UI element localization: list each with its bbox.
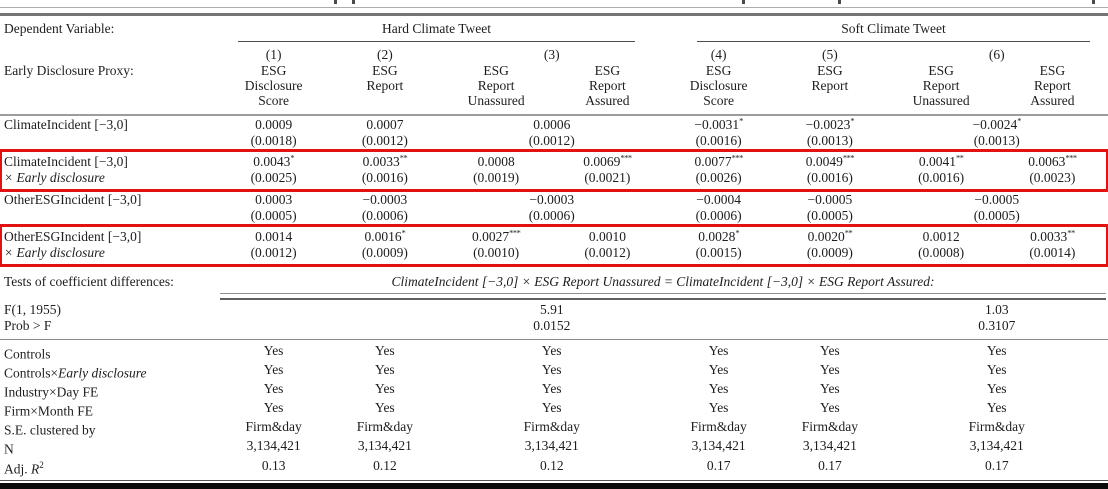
standard-error: (0.0006) <box>528 208 575 223</box>
significance-stars: *** <box>509 227 521 238</box>
coef-cell: 0.0008 (0.0019) <box>441 154 552 186</box>
tests-hypothesis: ClimateIncident [−3,0] × ESG Report Unassured = ClimateIncident [−3,0] × ESG Report Assured: <box>391 274 935 289</box>
coef-cell: 0.0010 (0.0012) <box>552 229 663 261</box>
footer-row-controls-x-early-disclosure: Controls×Early disclosure Yes Yes Yes Yes Yes Yes <box>4 362 1007 381</box>
standard-error: (0.0016) <box>918 170 965 185</box>
coef-cell: 0.0003 (0.0005) <box>218 192 329 224</box>
standard-error: (0.0013) <box>973 133 1020 148</box>
standard-error: (0.0025) <box>250 170 297 185</box>
significance-stars: *** <box>842 152 855 163</box>
coef-cell: −0.0023* (0.0013) <box>774 117 885 149</box>
group-header-soft-climate-tweet: Soft Climate Tweet <box>697 21 1090 42</box>
caption-fragment <box>1092 0 1095 4</box>
standard-error: (0.0016) <box>695 133 742 148</box>
column-proxy-3b: ESG Report Assured <box>585 63 630 108</box>
prob-f-label: Prob > F <box>4 318 52 333</box>
row-label-italic: × Early disclosure <box>4 245 105 260</box>
column-proxy-6a: ESG Report Unassured <box>912 63 970 108</box>
coef-cell: 0.0077*** (0.0026) <box>663 154 774 186</box>
column-number-4: (4) <box>710 47 727 62</box>
coef-cell: 0.0069*** (0.0021) <box>552 154 663 186</box>
standard-error: (0.0012) <box>584 245 631 260</box>
tests-label: Tests of coefficient differences: <box>4 274 174 289</box>
footer-row-firm-month-fe: Firm×Month FE Yes Yes Yes Yes Yes Yes <box>4 400 1007 419</box>
coef-cell: −0.0005 (0.0005) <box>774 192 885 224</box>
column-number-2: (2) <box>377 47 393 62</box>
coef-cell: 0.0014 (0.0012) <box>218 229 329 261</box>
significance-stars: * <box>735 227 740 238</box>
tests-rule <box>220 293 1106 300</box>
column-number-row <box>0 47 1108 62</box>
standard-error: (0.0012) <box>361 133 408 148</box>
standard-error: (0.0023) <box>1029 170 1076 185</box>
significance-stars: ** <box>399 152 408 163</box>
standard-error: (0.0016) <box>806 170 853 185</box>
significance-stars: ** <box>955 152 964 163</box>
significance-stars: *** <box>1065 152 1077 163</box>
column-proxy-1: ESG Disclosure Score <box>244 63 303 108</box>
coef-cell: −0.0003 (0.0006) <box>329 192 440 224</box>
column-proxy-5: ESG Report <box>811 63 849 93</box>
row-label: OtherESGIncident [−3,0] <box>4 229 142 244</box>
f-stat-hard: 5.91 <box>539 302 564 317</box>
column-proxy-6b: ESG Report Assured <box>1030 63 1075 108</box>
footer-row-adj-r2: Adj. $R^2$ 0.13 0.12 0.12 0.17 0.17 0.17 <box>4 457 1009 477</box>
footer-row-controls: Controls Yes Yes Yes Yes Yes Yes <box>4 343 1007 362</box>
coef-cell: 0.0012 (0.0008) <box>886 229 997 261</box>
standard-error: (0.0018) <box>250 133 297 148</box>
caption-fragment <box>838 0 841 4</box>
coef-cell: −0.0031* (0.0016) <box>663 117 774 149</box>
standard-error: (0.0009) <box>361 245 408 260</box>
standard-error: (0.0012) <box>528 133 575 148</box>
footer-row-industry-day-fe: Industry×Day FE Yes Yes Yes Yes Yes Yes <box>4 381 1007 400</box>
coef-cell: −0.0024* (0.0013) <box>886 117 1108 149</box>
group-header-hard-climate-tweet: Hard Climate Tweet <box>238 21 635 42</box>
standard-error: (0.0021) <box>584 170 631 185</box>
caption-fragment <box>334 0 337 4</box>
coef-cell: 0.0007 (0.0012) <box>329 117 440 149</box>
row-label-italic: × Early disclosure <box>4 170 105 185</box>
standard-error: (0.0019) <box>473 170 520 185</box>
significance-stars: *** <box>731 152 743 163</box>
coef-cell: 0.0049*** (0.0016) <box>774 154 885 186</box>
standard-error: (0.0005) <box>250 208 297 223</box>
f-stat-label: F(1, 1955) <box>4 302 61 317</box>
row-label: OtherESGIncident [−3,0] <box>4 192 142 207</box>
standard-error: (0.0005) <box>806 208 853 223</box>
coef-cell: 0.0016* (0.0009) <box>329 229 440 261</box>
column-proxy-2: ESG Report <box>366 63 404 93</box>
coef-cell: 0.0020** (0.0009) <box>774 229 885 261</box>
significance-stars: * <box>290 152 295 163</box>
column-number-5: (5) <box>822 47 838 62</box>
bottom-black-bar <box>0 483 1108 489</box>
standard-error: (0.0009) <box>806 245 853 260</box>
coef-cell: 0.0033** (0.0014) <box>997 229 1108 261</box>
coef-cell: 0.0009 (0.0018) <box>218 117 329 149</box>
highlighted-row-otheresgincident-x-early-disclosure <box>0 225 1108 266</box>
coef-cell: −0.0004 (0.0006) <box>663 192 774 224</box>
caption-fragment <box>352 0 355 4</box>
column-number-3: (3) <box>543 47 560 62</box>
standard-error: (0.0013) <box>806 133 853 148</box>
significance-stars: * <box>739 115 743 126</box>
standard-error: (0.0014) <box>1029 245 1076 260</box>
footer-row-se-clustered-by: S.E. clustered by Firm&day Firm&day Firm&day Firm&day Firm&day Firm&day <box>4 419 1025 438</box>
footer-row-n: N 3,134,421 3,134,421 3,134,421 3,134,421 3,134,421 3,134,421 <box>4 438 1024 457</box>
significance-stars: * <box>850 115 855 126</box>
tests-section <box>0 267 1108 339</box>
coef-cell: 0.0033** (0.0016) <box>329 154 440 186</box>
column-number-1: (1) <box>265 47 282 62</box>
table-footer <box>0 340 1108 479</box>
significance-stars: ** <box>844 227 853 238</box>
standard-error: (0.0006) <box>695 208 742 223</box>
standard-error: (0.0026) <box>695 170 742 185</box>
row-otheresgincident <box>0 191 1108 225</box>
significance-stars: * <box>1017 115 1021 126</box>
coef-cell: 0.0043* (0.0025) <box>218 154 329 186</box>
coef-cell: 0.0028* (0.0015) <box>663 229 774 261</box>
coef-cell: 0.0063*** (0.0023) <box>997 154 1108 186</box>
coef-cell: 0.0006 (0.0012) <box>441 117 664 149</box>
column-proxy-4: ESG Disclosure Score <box>689 63 748 108</box>
coef-cell: −0.0005 (0.0005) <box>886 192 1108 224</box>
significance-stars: *** <box>620 152 632 163</box>
caption-fragment <box>742 0 745 4</box>
row-label: ClimateIncident [−3,0] <box>4 154 128 169</box>
column-number-6: (6) <box>988 47 1005 62</box>
coef-cell: 0.0041** (0.0016) <box>886 154 997 186</box>
early-disclosure-proxy-label: Early Disclosure Proxy: <box>4 63 134 78</box>
standard-error: (0.0008) <box>918 245 965 260</box>
prob-f-soft: 0.3107 <box>978 318 1016 333</box>
row-label: ClimateIncident [−3,0] <box>4 117 128 132</box>
standard-error: (0.0016) <box>361 170 408 185</box>
standard-error: (0.0006) <box>361 208 408 223</box>
significance-stars: ** <box>1067 227 1075 238</box>
standard-error: (0.0015) <box>695 245 742 260</box>
table-header <box>0 16 1108 114</box>
coef-cell: 0.0027*** (0.0010) <box>441 229 552 261</box>
column-proxy-3a: ESG Report Unassured <box>467 63 525 108</box>
dependent-variable-label: Dependent Variable: <box>4 21 115 36</box>
standard-error: (0.0012) <box>250 245 297 260</box>
highlighted-row-climateincident-x-early-disclosure <box>0 150 1108 191</box>
column-proxy-row <box>0 63 1108 114</box>
table-bottom-rule <box>0 480 1108 481</box>
prob-f-hard: 0.0152 <box>533 318 571 333</box>
standard-error: (0.0005) <box>973 208 1020 223</box>
row-climateincident <box>0 116 1108 150</box>
standard-error: (0.0010) <box>473 245 520 260</box>
coef-cell: −0.0003 (0.0006) <box>441 192 664 224</box>
significance-stars: * <box>401 227 406 238</box>
table-top-rule <box>0 7 1108 16</box>
f-stat-soft: 1.03 <box>984 302 1009 317</box>
